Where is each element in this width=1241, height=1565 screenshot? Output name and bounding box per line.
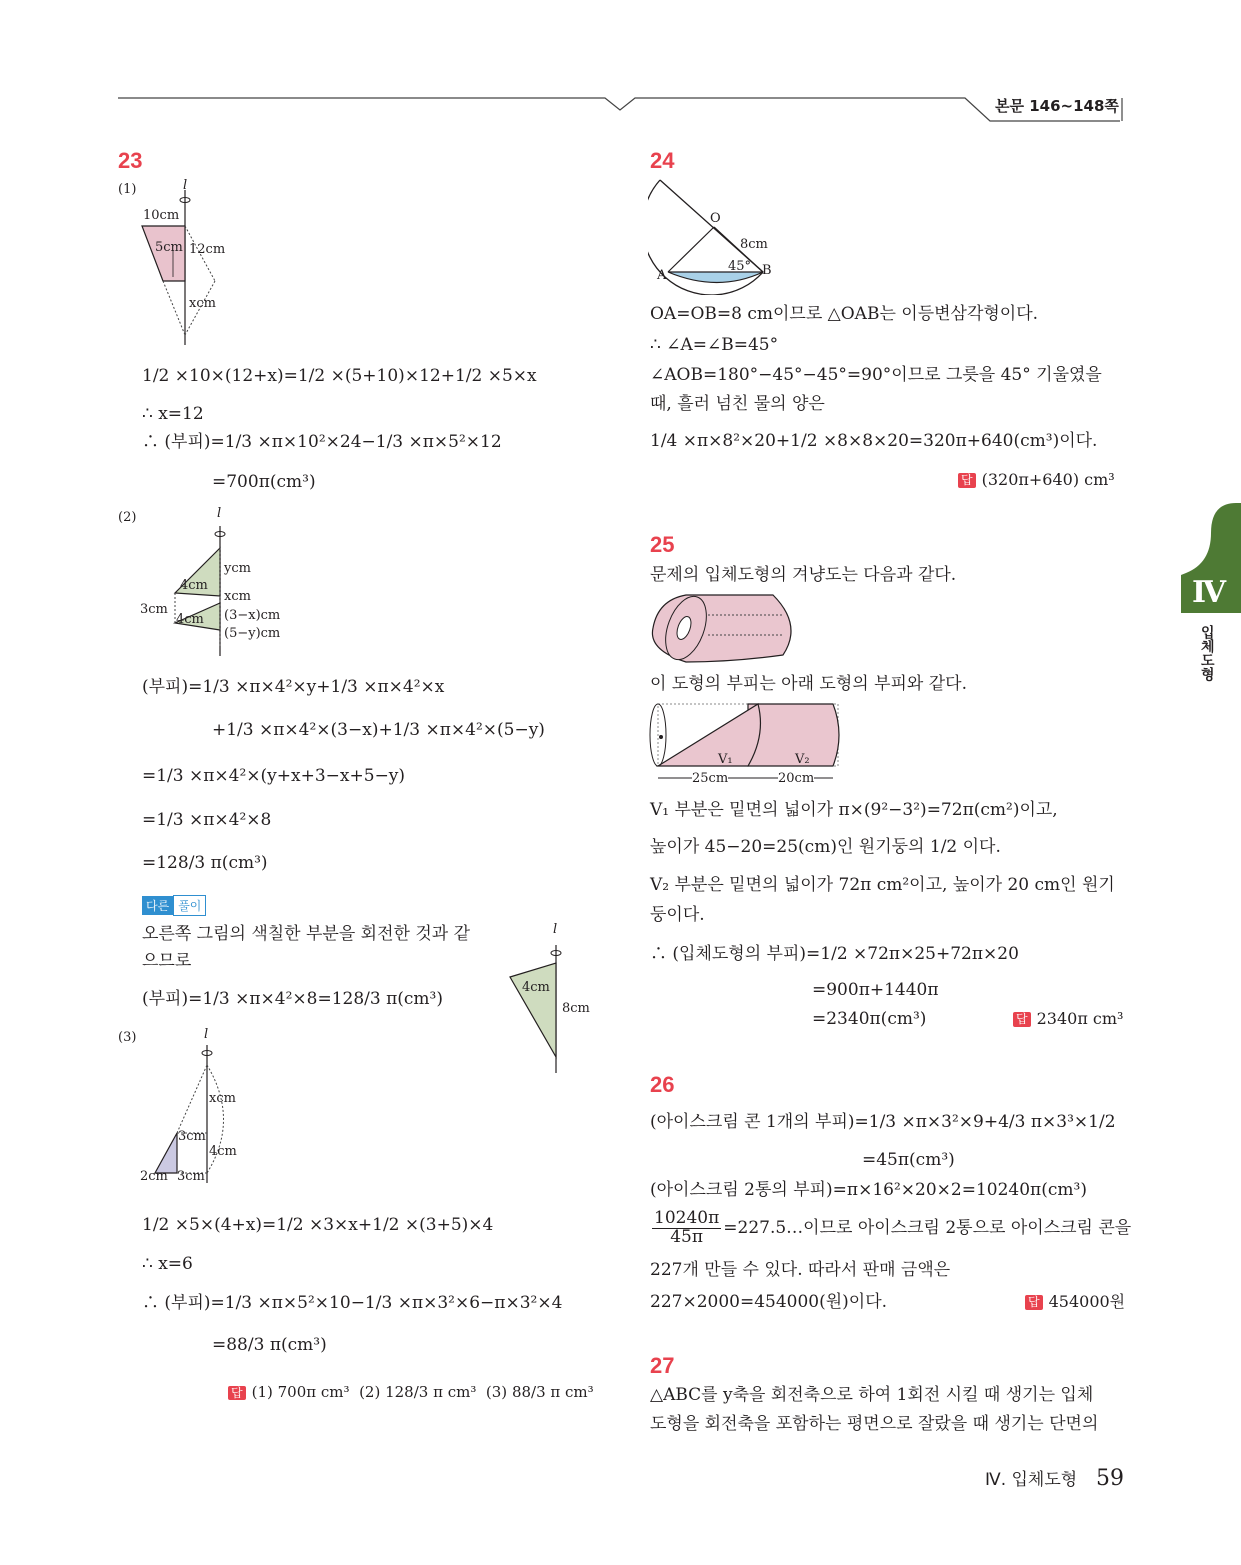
eq23-1-4: =700π(cm³) [212,472,316,492]
fig25-w1: 25cm [692,771,729,786]
fig23-alt-b: 8cm [562,1001,590,1016]
fraction [652,1210,721,1247]
txt24-3: ∠AOB=180°−45°−45°=90°이므로 그릇을 45° 기울였을 [650,365,1102,385]
txt27-1: △ABC를 y축을 회전축으로 하여 1회전 시킬 때 생기는 입체 [650,1385,1094,1405]
fig25-v2: V₂ [795,752,810,767]
fig25-v1: V₁ [718,752,733,767]
eq23-2-1: (부피)=1/3 ×π×4²×y+1/3 ×π×4²×x [142,677,445,697]
fig23-3-a: xcm [209,1091,236,1106]
fig23-3-c: 4cm [209,1144,237,1159]
answer-24 [958,470,1115,489]
fig23-1-b: 5cm [155,240,183,255]
txt25-6: 둥이다. [650,905,705,925]
eq23-2-2: +1/3 ×π×4²×(3−x)+1/3 ×π×4²×(5−y) [212,720,545,740]
txt26-4 [650,1210,1131,1247]
figure-25-a [648,590,808,670]
fig23-3-l: l [204,1027,209,1042]
problem-number-23: 23 [118,148,143,173]
txt26-4-rest: =227.5…이므로 아이스크림 2통으로 아이스크림 콘을 [723,1217,1132,1238]
figure-23-3 [135,1025,265,1185]
txt26-6: 227×2000=454000(원)이다. [650,1292,888,1312]
alt-tag-2: 풀이 [173,895,206,916]
problem-number-25: 25 [650,532,675,557]
answer-tag: 답 [1025,1295,1043,1309]
alt-tag-1: 다른 [142,896,173,915]
answer23-1: (1) 700π cm³ [251,1383,350,1401]
answer23-3: 88/3 π cm³ [511,1383,594,1401]
problem-number-26: 26 [650,1072,675,1097]
txt25-9: =2340π(cm³) [812,1009,927,1029]
fig23-2-c: xcm [224,589,251,604]
footer-chapter: Ⅳ. 입체도형 [985,1470,1078,1490]
txt25-1: 문제의 입체도형의 겨냥도는 다음과 같다. [650,565,957,585]
fraction-num: 10240π [654,1208,720,1228]
eq23-2-4: =1/3 ×π×4²×8 [142,810,272,830]
figure-23-alt [505,925,605,1075]
alt23-3: (부피)=1/3 ×π×4²×8=128/3 π(cm³) [142,989,444,1009]
eq23-1-2: ∴ x=12 [142,404,204,424]
problem-number-24: 24 [650,148,675,173]
txt27-2: 도형을 회전축을 포함하는 평면으로 잘랐을 때 생기는 단면의 [650,1414,1099,1434]
fig23-alt-a: 4cm [522,980,550,995]
answer-25 [1013,1009,1123,1028]
answer25: 2340π cm³ [1036,1009,1124,1028]
chapter-tab-roman: Ⅳ [1192,575,1227,610]
answer24: (320π+640) cm³ [981,470,1115,489]
answer23-3-label: (3) [485,1383,508,1401]
fig23-1-l: l [183,178,188,193]
txt24-2: ∴ ∠A=∠B=45° [650,335,779,355]
answer23-2-label: (2) [359,1383,381,1401]
eq23-3-4: =88/3 π(cm³) [212,1335,327,1355]
alt-solution-tag [142,895,206,916]
eq23-2-5: =128/3 π(cm³) [142,853,268,873]
fig24-o: O [710,211,721,226]
txt25-4: 높이가 45−20=25(cm)인 원기둥의 1/2 이다. [650,837,1001,857]
sub-label-2: (2) [118,510,137,525]
txt25-2: 이 도형의 부피는 아래 도형의 부피와 같다. [650,674,968,694]
eq23-3-3: ∴ (부피)=1/3 ×π×5²×10−1/3 ×π×3²×6−π×3²×4 [142,1293,563,1313]
fig23-alt-l: l [553,922,558,937]
fraction-den: 45π [670,1226,704,1247]
fig23-1-c: 12cm [189,242,226,257]
fig24-r: 8cm [740,237,768,252]
fig23-3-d: 2cm [140,1169,168,1184]
fig24-b: B [762,263,772,278]
answer-26 [1025,1292,1125,1311]
fig23-2-e: (3−x)cm [224,608,281,623]
page-reference: 본문 146~148쪽 [995,97,1119,115]
problem-number-27: 27 [650,1353,675,1378]
alt23-2: 으므로 [142,951,192,971]
txt26-1: (아이스크림 콘 1개의 부피)=1/3 ×π×3²×9+4/3 π×3³×1/2 [650,1112,1116,1132]
txt26-5: 227개 만들 수 있다. 따라서 판매 금액은 [650,1260,951,1280]
txt26-3: (아이스크림 2통의 부피)=π×16²×20×2=10240π(cm³) [650,1180,1087,1200]
eq23-1-3: ∴ (부피)=1/3 ×π×10²×24−1/3 ×π×5²×12 [142,432,502,452]
fig25-w2: 20cm [778,771,815,786]
txt25-7: ∴ (입체도형의 부피)=1/2 ×72π×25+72π×20 [650,944,1019,964]
txt24-5: 1/4 ×π×8²×20+1/2 ×8×8×20=320π+640(cm³)이다. [650,431,1098,451]
fig23-2-g: (5−y)cm [224,626,281,641]
answer-tag: 답 [1013,1012,1031,1026]
fig23-3-b: 3cm [178,1129,206,1144]
page-number: 59 [1096,1466,1124,1491]
fig23-2-l: l [217,506,222,521]
chapter-tab-label: 입체도형 [1198,625,1215,681]
eq23-3-2: ∴ x=6 [142,1254,193,1274]
sub-label-1: (1) [118,182,137,197]
answer-tag: 답 [958,473,976,487]
answer23-2: 128/3 π cm³ [385,1383,477,1401]
txt24-4: 때, 흘러 넘친 물의 양은 [650,394,825,414]
alt23-1: 오른쪽 그림의 색칠한 부분을 회전한 것과 같 [142,924,471,944]
eq23-1-1: 1/2 ×10×(12+x)=1/2 ×(5+10)×12+1/2 ×5×x [142,366,537,386]
figure-25-b [648,700,848,790]
fig23-3-e: 3cm [177,1169,205,1184]
figure-23-1 [135,180,275,350]
sub-label-3: (3) [118,1030,137,1045]
answer26: 454000원 [1048,1292,1126,1311]
txt24-1: OA=OB=8 cm이므로 △OAB는 이등변삼각형이다. [650,304,1039,324]
fig23-1-a: 10cm [143,208,180,223]
fig23-2-b: 4cm [180,578,208,593]
fig24-a: A [657,268,667,283]
txt25-5: V₂ 부분은 밑면의 넓이가 72π cm²이고, 높이가 20 cm인 원기 [650,875,1115,895]
fig23-1-d: xcm [189,296,216,311]
fig23-2-d: 3cm [140,602,168,617]
eq23-3-1: 1/2 ×5×(4+x)=1/2 ×3×x+1/2 ×(3+5)×4 [142,1215,494,1235]
eq23-2-3: =1/3 ×π×4²×(y+x+3−x+5−y) [142,766,406,786]
txt25-3: V₁ 부분은 밑면의 넓이가 π×(9²−3²)=72π(cm²)이고, [650,800,1058,820]
fig24-ang: 45° [728,259,752,274]
answer-23 [228,1383,594,1401]
fig23-2-a: ycm [224,561,251,576]
txt26-2: =45π(cm³) [862,1150,955,1170]
txt25-8: =900π+1440π [812,980,939,1000]
fig23-2-f: 4cm [176,612,204,627]
answer-tag: 답 [228,1386,246,1400]
